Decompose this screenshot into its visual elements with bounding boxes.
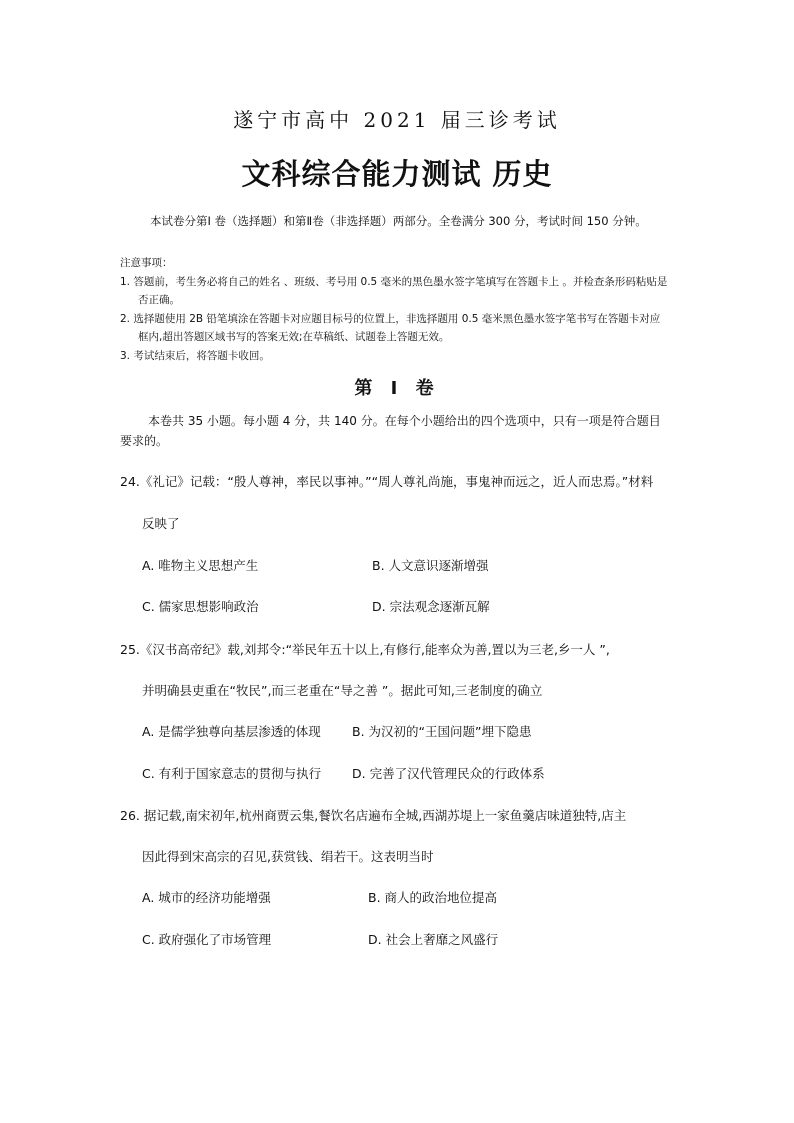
question-26-option-b[interactable]: B. 商人的政治地位提高 [368,890,498,905]
question-26-option-c[interactable]: C. 政府强化了市场管理 [142,932,272,947]
note-line: 框内,超出答题区域书写的答案无效;在草稿纸、试题卷上答题无效。 [138,331,450,343]
question-25-stem: 25.《汉书高帝纪》载,刘邦令:“举民年五十以上,有修行,能率众为善,置以为三老,乡一人 ”, [120,642,610,657]
question-26-stem: 26. 据记载,南宋初年,杭州商贾云集,餐饮名店遍布全城,西湖苏堤上一家鱼羹店味道独特,店主 [120,808,627,823]
question-26-option-a[interactable]: A. 城市的经济功能增强 [142,890,271,905]
question-25-option-c[interactable]: C. 有利于国家意志的贯彻与执行 [142,766,322,781]
notes-title: 注意事项： [120,257,173,269]
question-24-option-c[interactable]: C. 儒家思想影响政治 [142,599,259,614]
question-24-stem: 24.《礼记》记载：“殷人尊神，率民以事神。”“周人尊礼尚施，事鬼神而远之，近人而忠焉。”材料 [120,474,654,489]
question-24-option-d[interactable]: D. 宗法观念逐渐瓦解 [372,599,490,614]
exam-intro: 本试卷分第Ⅰ 卷（选择题）和第Ⅱ卷（非选择题）两部分。全卷满分 300 分，考试时间 150 分钟。 [150,214,647,228]
question-24-option-a[interactable]: A. 唯物主义思想产生 [142,558,259,573]
question-25-option-a[interactable]: A. 是儒学独尊向基层渗透的体现 [142,724,321,739]
section-title: 第 Ⅰ 卷 [354,378,440,399]
exam-title: 遂宁市高中 2021 届三诊考试 [233,108,561,132]
subject-title: 文科综合能力测试 历史 [241,157,553,191]
section-desc-line: 本卷共 35 小题。每小题 4 分，共 140 分。在每个小题给出的四个选项中，只有一项是符合题目 [148,414,661,428]
question-24-stem: 反映了 [142,516,180,531]
question-26-stem: 因此得到宋高宗的召见,获赏钱、绢若干。这表明当时 [142,849,434,864]
note-line: 2. 选择题使用 2B 铅笔填涂在答题卡对应题目标号的位置上，非选择题用 0.5 毫米黑色墨水签字笔书写在答题卡对应 [120,313,661,325]
note-line: 否正确。 [138,294,180,306]
question-24-option-b[interactable]: B. 人文意识逐渐增强 [372,558,489,573]
note-line: 3. 考试结束后，将答题卡收回。 [120,350,270,362]
question-25-stem: 并明确县吏重在“牧民”,而三老重在“导之善 ”。据此可知,三老制度的确立 [142,683,543,698]
section-desc-line: 要求的。 [120,434,169,448]
question-25-option-b[interactable]: B. 为汉初的“王国问题”埋下隐患 [352,724,532,739]
question-26-option-d[interactable]: D. 社会上奢靡之风盛行 [368,932,499,947]
note-line: 1. 答题前，考生务必将自己的姓名 、班级、考号用 0.5 毫米的黑色墨水签字笔填写在答题卡上 。并检查条形码粘贴是 [120,276,668,288]
question-25-option-d[interactable]: D. 完善了汉代管理民众的行政体系 [352,766,545,781]
